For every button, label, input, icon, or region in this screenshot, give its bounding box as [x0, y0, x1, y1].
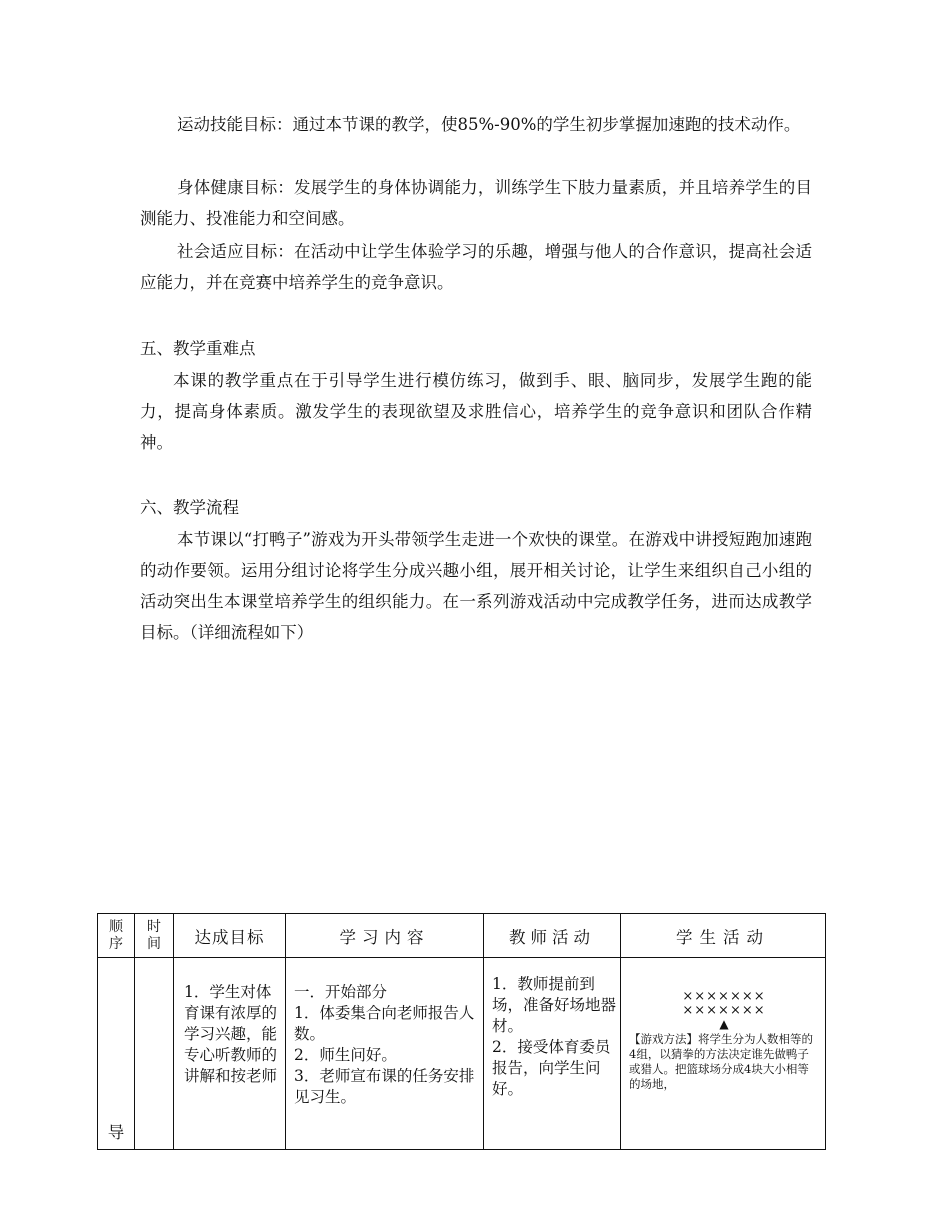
table-header-row [98, 914, 826, 958]
header-student: 学生活动 [621, 914, 826, 958]
section5-body: 本课的教学重点在于引导学生进行模仿练习，做到手、眼、脑同步，发展学生跑的能力，提高身体素质。激发学生的表现欲望及求胜信心，培养学生的竞争意识和团队合作精神。 [140, 371, 812, 452]
header-seq-line1: 顺 [109, 918, 123, 935]
skill-goal-paragraph: 运动技能目标：通过本节课的教学，使85%-90%的学生初步掌握加速跑的技术动作。 [177, 115, 801, 134]
content-line-4: 3．老师宣布课的任务安排见习生。 [294, 1067, 475, 1106]
section6-title: 六、教学流程 [140, 498, 239, 517]
content-line-2: 1．体委集合向老师报告人数。 [294, 1004, 475, 1043]
row-time-cell [135, 958, 174, 1150]
header-teacher: 教师活动 [484, 914, 621, 958]
social-goal-paragraph: 社会适应目标：在活动中让学生体验学习的乐趣，增强与他人的合作意识，提高社会适应能力，并在竞赛中培养学生的竞争意识。 [140, 242, 812, 292]
header-content: 学习内容 [286, 914, 484, 958]
teacher-line-2: 2．接受体育委员报告，向学生问好。 [492, 1038, 611, 1098]
health-goal-paragraph: 身体健康目标：发展学生的身体协调能力，训练学生下肢力量素质，并且培养学生的目测能力、投准能力和空间感。 [140, 178, 812, 228]
header-time-line1: 时 [147, 918, 161, 935]
row-goal-cell: 1．学生对体育课有浓厚的学习兴趣，能专心听教师的讲解和按老师 [174, 958, 286, 1150]
row-seq-cell: 导 [98, 958, 135, 1150]
formation-row-2: ××××××× [682, 1003, 766, 1018]
header-seq [98, 914, 135, 958]
header-seq-line2: 序 [109, 935, 123, 952]
content-line-3: 2．师生问好。 [294, 1046, 397, 1064]
header-goal: 达成目标 [174, 914, 286, 958]
section5-title: 五、教学重难点 [140, 339, 256, 358]
content-line-1: 一．开始部分 [294, 983, 388, 1001]
table-row [98, 958, 826, 1150]
header-time-line2: 间 [147, 935, 161, 952]
lesson-plan-table [97, 913, 826, 1150]
formation-row-1: ××××××× [682, 989, 766, 1004]
teacher-position-marker: ▲ [719, 1017, 729, 1031]
section6-body: 本节课以“打鸭子”游戏为开头带领学生走进一个欢快的课堂。在游戏中讲授短跑加速跑的动作要领。运用分组讨论将学生分成兴趣小组，展开相关讨论，让学生来组织自己小组的活动突出生本课堂培养学生的组织能力。在一系列游戏活动中完成教学任务，进而达成教学目标。（详细流程如下） [140, 530, 812, 642]
header-time [135, 914, 174, 958]
row-student-cell [621, 958, 826, 1150]
row-teacher-cell [484, 958, 621, 1150]
game-method-text: 【游戏方法】将学生分为人数相等的4组，以猜拳的方法决定谁先做鸭子或猎人。把篮球场分成4块大小相等的场地， [629, 1032, 813, 1091]
row-content-cell [286, 958, 484, 1150]
teacher-line-1: 1．教师提前到场，准备好场地器材。 [492, 975, 617, 1035]
